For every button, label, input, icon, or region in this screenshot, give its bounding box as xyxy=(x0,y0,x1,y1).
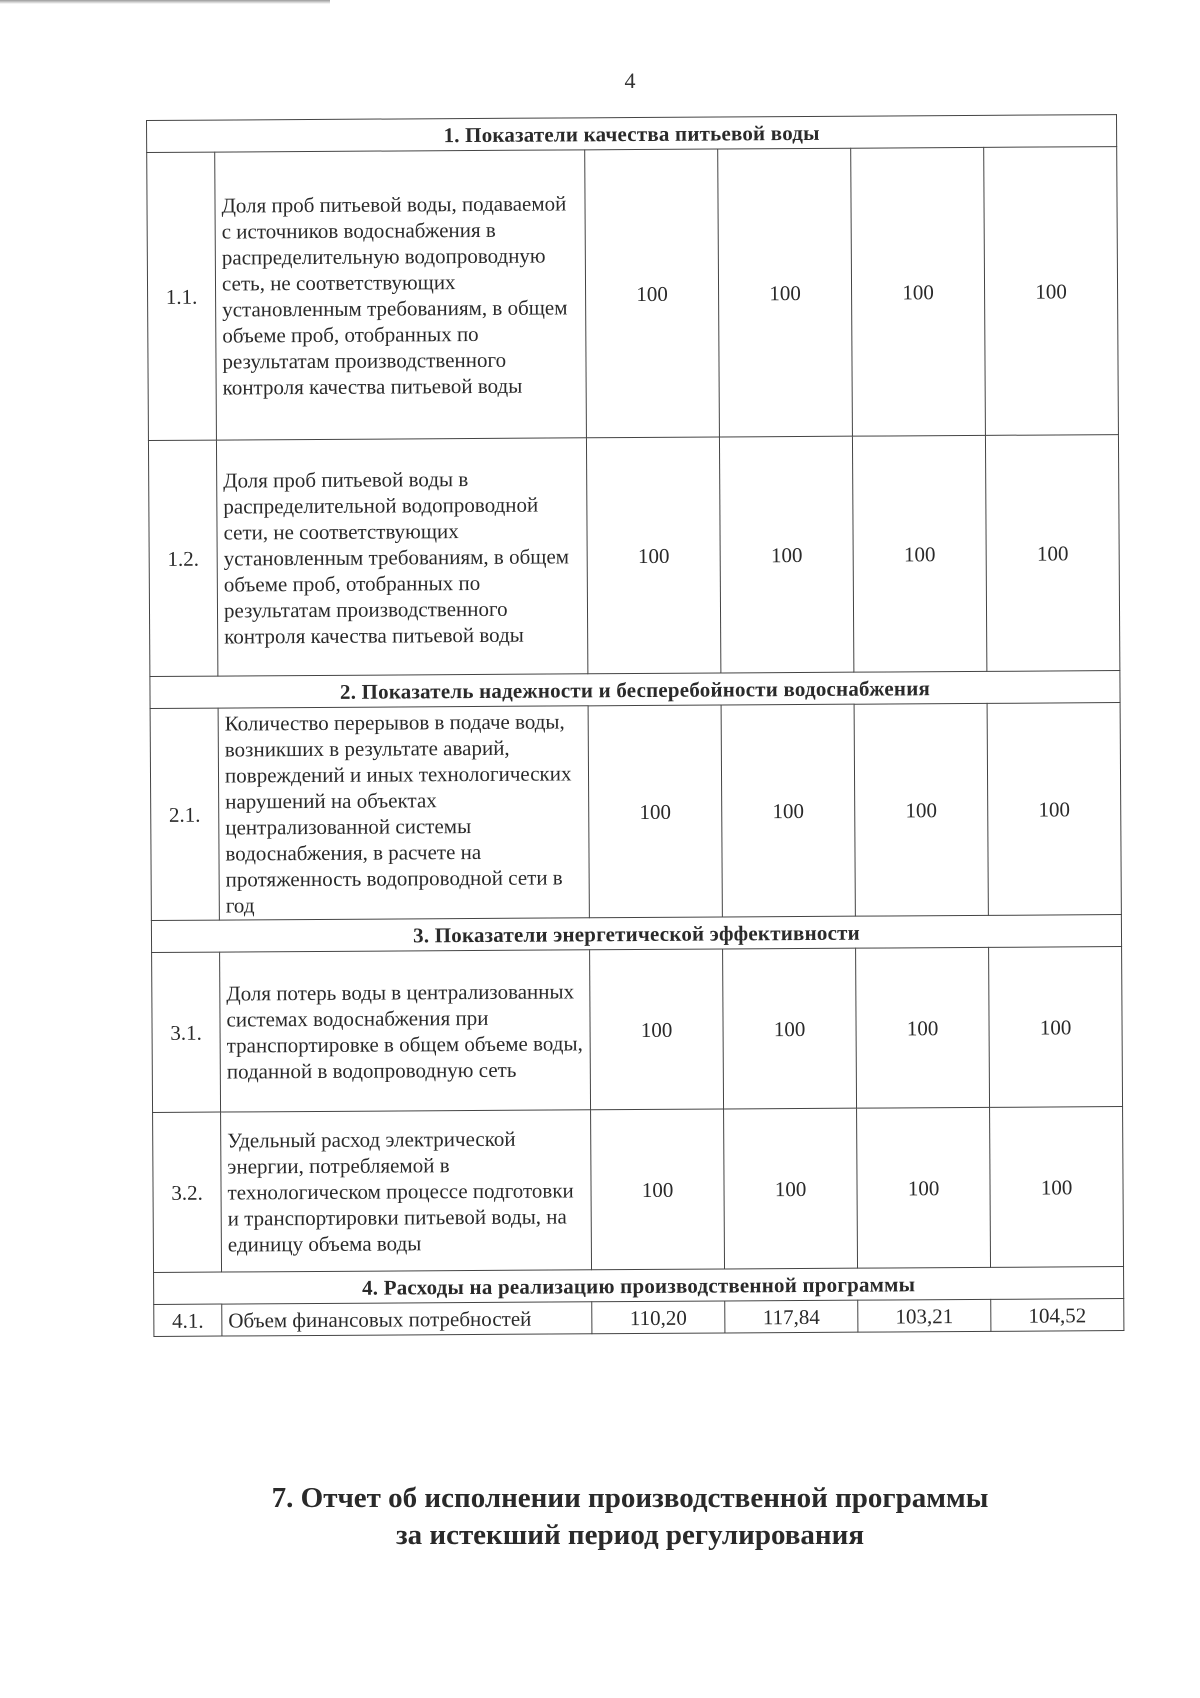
row-value: 100 xyxy=(984,147,1119,436)
row-value: 100 xyxy=(990,1107,1124,1268)
table-row xyxy=(148,435,1119,677)
row-value: 103,21 xyxy=(858,1299,991,1332)
row-value: 100 xyxy=(854,703,988,916)
section-title: 1. Показатели качества питьевой воды xyxy=(147,115,1117,153)
report-title-line-2: за истекший период регулирования xyxy=(395,1519,865,1551)
row-description: Доля проб питьевой воды, подаваемой с источников водоснабжения в распределительную водопроводную сеть, не соответствующих установленным требованиям, в общем объеме проб, отобранных по результатам производственного контроля качества питьевой воды xyxy=(215,150,587,440)
row-value: 100 xyxy=(851,147,986,436)
report-title-line-1: 7. Отчет об исполнении производственной программы xyxy=(271,1482,989,1514)
scan-edge xyxy=(0,0,330,4)
row-value: 110,20 xyxy=(592,1301,725,1334)
indicators-table xyxy=(146,114,1124,1337)
table-row xyxy=(150,703,1121,921)
row-description: Количество перерывов в подаче воды, возникших в результате аварий, повреждений и иных технологических нарушений на объектах централизованной системы водоснабжения, в расчете на протяженность водопроводной сети в год xyxy=(218,706,589,920)
row-value: 100 xyxy=(724,1108,858,1269)
row-value: 100 xyxy=(856,947,990,1108)
row-value: 104,52 xyxy=(991,1299,1124,1332)
report-section-title xyxy=(0,1480,1200,1554)
row-value: 100 xyxy=(857,1107,991,1268)
table-row xyxy=(152,947,1123,1113)
row-value: 100 xyxy=(585,149,720,438)
row-value: 100 xyxy=(586,437,720,674)
section-title: 3. Показатели энергетической эффективности xyxy=(151,915,1121,953)
row-value: 100 xyxy=(985,435,1119,672)
row-number: 1.1. xyxy=(147,152,217,440)
row-value: 100 xyxy=(718,148,853,437)
row-value: 100 xyxy=(987,703,1121,916)
table-row xyxy=(153,1107,1124,1273)
row-value: 100 xyxy=(723,948,857,1109)
row-description: Объем финансовых потребностей xyxy=(222,1302,592,1336)
row-value: 100 xyxy=(590,949,724,1110)
row-number: 4.1. xyxy=(154,1304,222,1336)
section-title: 2. Показатель надежности и бесперебойности водоснабжения xyxy=(150,671,1120,709)
table-row xyxy=(147,147,1119,441)
row-description: Доля потерь воды в централизованных системах водоснабжения при транспортировке в общем объеме воды, поданной в водопроводную сеть xyxy=(220,950,591,1112)
table-row xyxy=(154,1299,1124,1337)
row-value: 117,84 xyxy=(725,1300,858,1333)
row-value: 100 xyxy=(852,435,986,672)
row-value: 100 xyxy=(591,1109,725,1270)
row-description: Доля проб питьевой воды в распределительной водопроводной сети, не соответствующих установленным требованиям, в общем объеме проб, отобранных по результатам производственного контроля качества питьевой воды xyxy=(216,438,587,676)
row-number: 3.2. xyxy=(153,1112,222,1272)
row-number: 3.1. xyxy=(152,952,221,1112)
section-title: 4. Расходы на реализацию производственной программы xyxy=(154,1267,1124,1305)
row-value: 100 xyxy=(719,436,853,673)
row-value: 100 xyxy=(989,947,1123,1108)
row-number: 1.2. xyxy=(148,440,217,676)
row-value: 100 xyxy=(588,705,722,918)
row-description: Удельный расход электрической энергии, потребляемой в технологическом процессе подготовки и транспортировки питьевой воды, на единицу объема воды xyxy=(221,1110,592,1272)
page-number: 4 xyxy=(624,68,636,93)
row-number: 2.1. xyxy=(150,708,219,920)
row-value: 100 xyxy=(721,704,855,917)
